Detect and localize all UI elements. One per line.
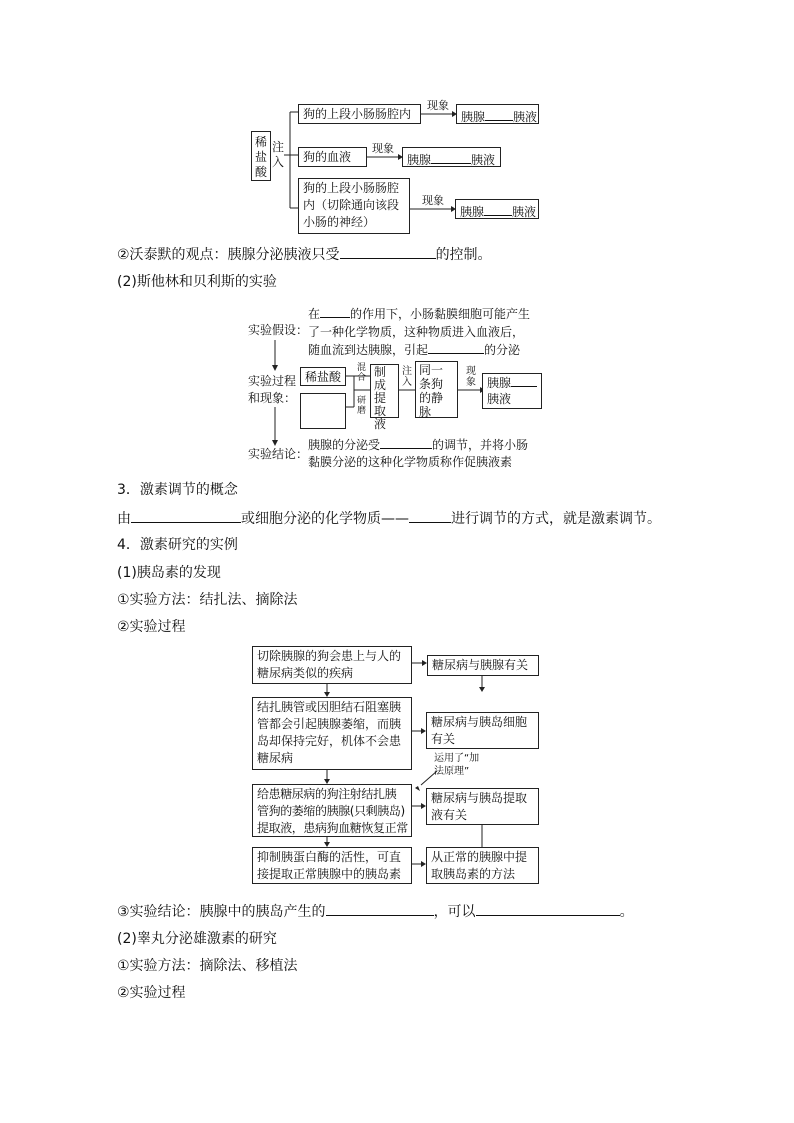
conclusion3-l2: 液有关 [431,808,468,822]
note-l2: 法原理” [434,766,470,777]
step3-box [252,784,412,837]
insulin-process-heading: ②实验过程 [117,619,186,635]
inject-label: 注入 [272,140,285,169]
step2-l1: 结扎胰管或因胆结石阻塞胰 [257,700,402,714]
result-suffix: 胰液 [471,153,496,167]
note-l1: 运用了“加 [434,753,480,764]
branch-upper-intestine-box: 狗的上段小肠肠腔内 [298,104,421,124]
text1-suffix: 的控制。 [435,247,492,263]
step3-l1: 给患糖尿病的狗注射结扎胰 [257,787,397,801]
text7-a: ③实验结论：胰腺中的胰岛产生的 [117,904,326,920]
text7-b: ，可以 [433,904,476,920]
acid-box: 稀盐酸 [300,367,346,386]
conclusion4-l1: 从正常的胰腺中提 [431,850,528,864]
testis-process-heading: ②实验过程 [117,985,186,1001]
step4-l1: 抑制胰蛋白酶的活性，可直 [257,850,402,864]
hypothesis-l1b: 的作用下，小肠黏膜细胞可能产生 [350,307,531,321]
heading-hormone-examples: 4．激素研究的实例 [117,537,238,553]
result-prefix: 胰腺 [461,110,486,124]
inject-label-2: 注入 [402,366,412,388]
result2-l2: 胰液 [487,392,512,406]
same-dog-box: 同一条狗的静脉 [415,361,458,418]
conclusion2-l1: 糖尿病与胰岛细胞 [431,715,528,729]
text7-blank-2 [476,901,620,916]
result2-l1: 胰腺 [487,376,512,390]
step2-l2: 管都会引起胰腺萎缩，而胰 [257,717,402,731]
testis-method: ①实验方法：摘除法、移植法 [117,958,298,974]
step3-l3: 提取液，患病狗血糖恢复正常 [257,821,408,835]
conclusion-l1b: 的调节，并将小肠 [432,438,529,452]
branch3-line2: 内（切除通向该段 [303,198,400,212]
text7-c: 。 [619,904,634,920]
hypothesis-l1a: 在 [308,307,321,321]
mix-label: 混合 [357,363,367,383]
phenomenon-label-1: 现象 [427,99,449,112]
step1-l1: 切除胰腺的狗会患上与人的 [257,649,402,663]
text3-a: 由 [117,511,131,527]
result-suffix: 胰液 [513,110,538,124]
phenomenon-label-3: 现象 [422,194,444,207]
conclusion4-box [426,847,539,884]
hypothesis-l3b: 的分泌 [484,343,521,357]
conclusion2-box [426,712,539,749]
conclusion2-l2: 有关 [431,732,456,746]
branch3-line1: 狗的上段小肠肠腔 [303,181,400,195]
step3-l2: 管狗的萎缩的胰腺(只剩胰岛) [257,804,405,818]
starling-bayliss-heading: (2)斯他林和贝利斯的实验 [117,274,277,290]
step1-l2: 糖尿病类似的疾病 [257,666,354,680]
step1-box [252,646,412,684]
addition-principle-note [434,752,479,778]
step2-l3: 岛却保持完好，机体不会患 [257,734,402,748]
step2-box [252,697,412,770]
result-suffix: 胰液 [512,205,537,219]
process-label-1: 实验过程 [248,374,297,388]
branch-blood-box: 狗的血液 [298,147,367,167]
extract-box: 制成提取液 [370,364,399,418]
heading-hormone-concept: 3．激素调节的概念 [117,482,238,498]
hypothesis-label: 实验假设： [248,323,309,337]
step4-l2: 接提取正常胰腺中的胰岛素 [257,867,402,881]
text3-c: 进行调节的方式，就是激素调节。 [451,511,661,527]
result-prefix: 胰腺 [407,153,432,167]
conclusion1-box: 糖尿病与胰腺有关 [427,655,539,676]
grind-label: 研磨 [357,396,367,416]
step4-box [252,847,412,884]
conclusion-l2: 黏膜分泌的这种化学物质称作促胰液素 [308,455,513,469]
phenomenon-label-2: 现象 [372,142,394,155]
step2-l4: 糖尿病 [257,751,294,765]
saline-box: 稀盐酸 [251,131,271,181]
insulin-method: ①实验方法：结扎法、摘除法 [117,592,298,608]
phenomenon-label-4: 现象 [466,366,476,388]
conclusion4-l2: 取胰岛素的方法 [431,867,516,881]
conclusion-l1a: 胰腺的分泌受 [308,438,381,452]
insulin-conclusion [117,901,634,922]
branch3-line3: 小肠的神经） [303,215,376,229]
result-prefix: 胰腺 [460,205,485,219]
testis-heading: (2)睾丸分泌雄激素的研究 [117,931,277,947]
conclusion3-box [426,788,539,825]
insulin-discovery-heading: (1)胰岛素的发现 [117,565,221,581]
conclusion-label: 实验结论： [248,447,309,461]
process-label-2: 和现象： [248,391,297,405]
text3-b: 或细胞分泌的化学物质—— [241,511,409,527]
hypothesis-l3a: 随血流到达胰腺，引起 [308,343,429,357]
hypothesis-l2: 了一种化学物质，这种物质进入血液后， [308,325,525,339]
conclusion3-l1: 糖尿病与胰岛提取 [431,791,528,805]
text7-blank-1 [326,901,434,916]
text1-prefix: ②沃泰默的观点：胰腺分泌胰液只受 [117,247,340,263]
